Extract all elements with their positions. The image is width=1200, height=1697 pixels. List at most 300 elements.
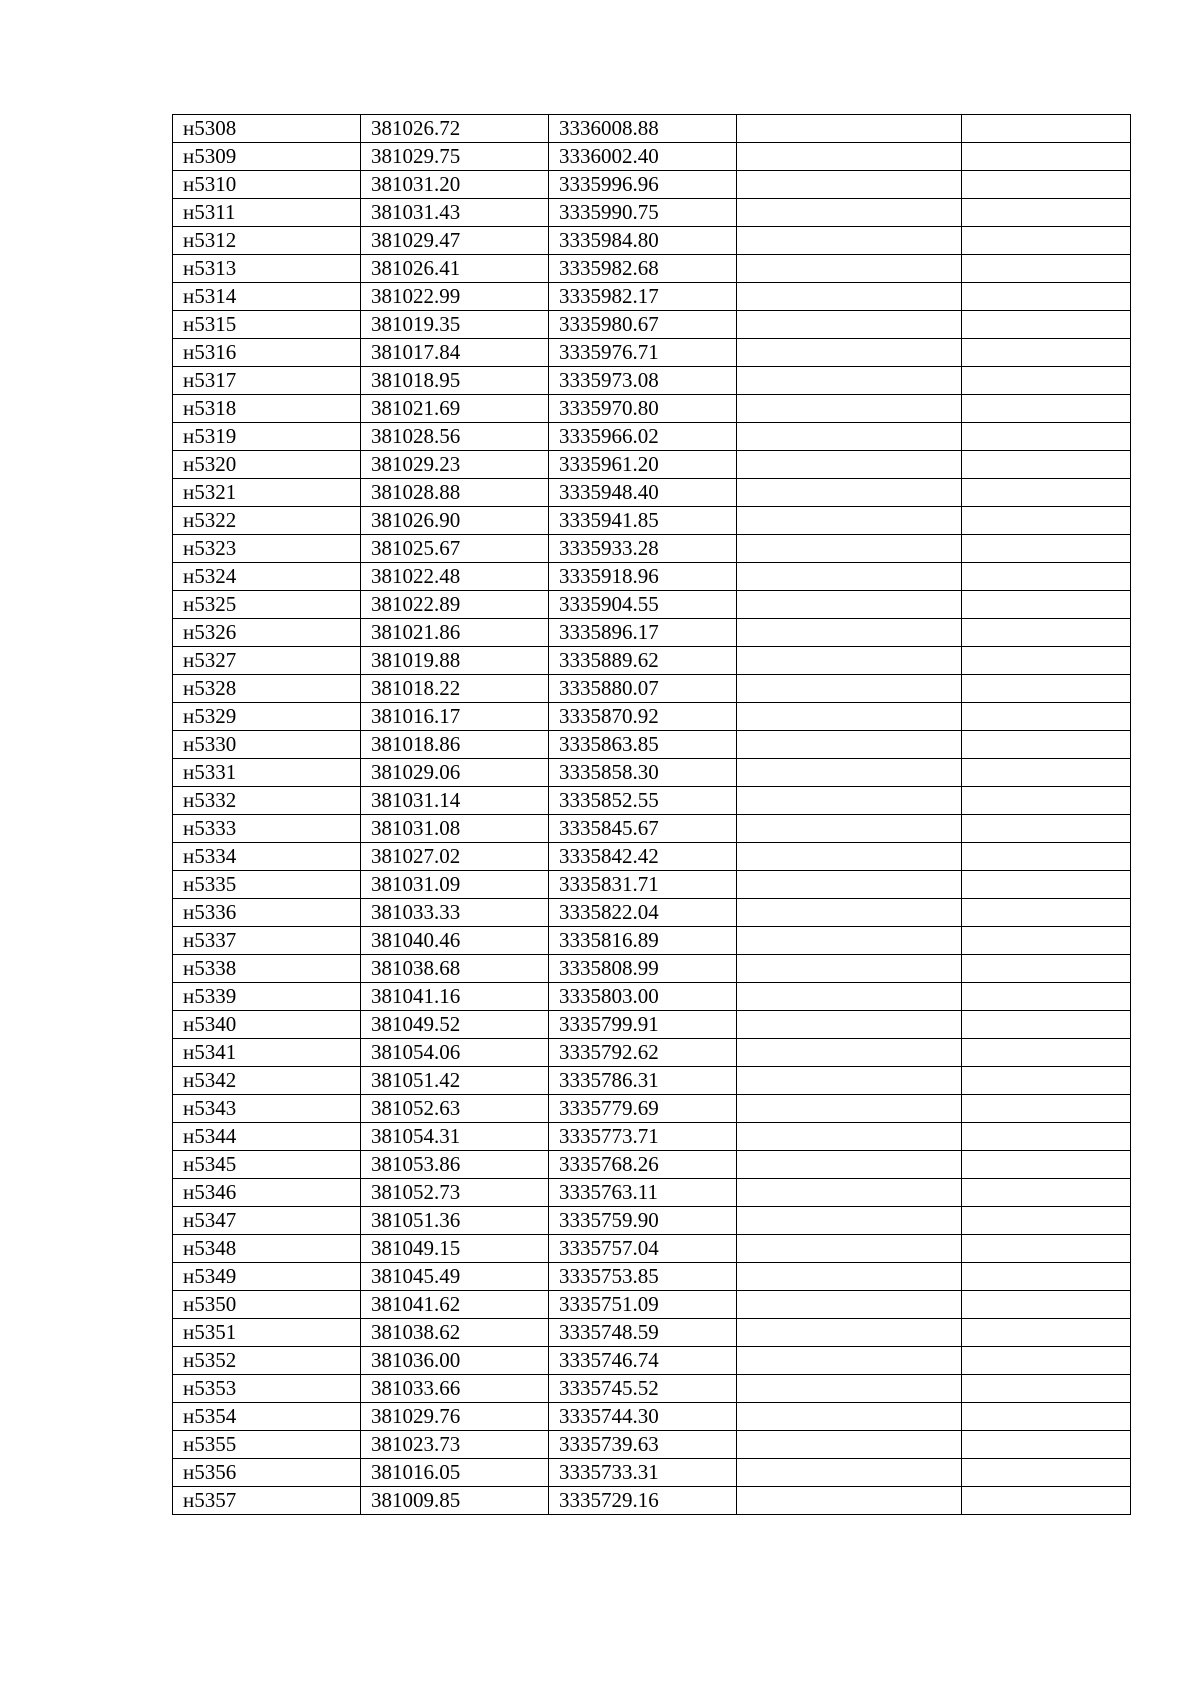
empty-cell-4 — [737, 1403, 962, 1431]
point-id-cell: н5350 — [173, 1291, 361, 1319]
empty-cell-4 — [737, 115, 962, 143]
table-row — [173, 1179, 1131, 1207]
x-coordinate-cell: 381018.86 — [361, 731, 549, 759]
point-id-cell: н5312 — [173, 227, 361, 255]
empty-cell-4 — [737, 647, 962, 675]
empty-cell-5 — [962, 115, 1131, 143]
x-coordinate-cell: 381033.66 — [361, 1375, 549, 1403]
empty-cell-5 — [962, 395, 1131, 423]
empty-cell-4 — [737, 1459, 962, 1487]
empty-cell-4 — [737, 1151, 962, 1179]
x-coordinate-cell: 381041.16 — [361, 983, 549, 1011]
y-coordinate-cell: 3335984.80 — [549, 227, 737, 255]
point-id-cell: н5343 — [173, 1095, 361, 1123]
x-coordinate-cell: 381025.67 — [361, 535, 549, 563]
y-coordinate-cell: 3335816.89 — [549, 927, 737, 955]
point-id-cell: н5337 — [173, 927, 361, 955]
y-coordinate-cell: 3335768.26 — [549, 1151, 737, 1179]
empty-cell-4 — [737, 1431, 962, 1459]
table-row — [173, 955, 1131, 983]
empty-cell-4 — [737, 199, 962, 227]
table-row — [173, 1487, 1131, 1515]
y-coordinate-cell: 3336008.88 — [549, 115, 737, 143]
point-id-cell: н5334 — [173, 843, 361, 871]
x-coordinate-cell: 381049.52 — [361, 1011, 549, 1039]
x-coordinate-cell: 381031.08 — [361, 815, 549, 843]
table-row — [173, 1039, 1131, 1067]
y-coordinate-cell: 3335980.67 — [549, 311, 737, 339]
x-coordinate-cell: 381031.20 — [361, 171, 549, 199]
table-row — [173, 395, 1131, 423]
empty-cell-4 — [737, 1235, 962, 1263]
x-coordinate-cell: 381026.90 — [361, 507, 549, 535]
point-id-cell: н5308 — [173, 115, 361, 143]
y-coordinate-cell: 3335831.71 — [549, 871, 737, 899]
x-coordinate-cell: 381016.17 — [361, 703, 549, 731]
empty-cell-4 — [737, 1319, 962, 1347]
table-row — [173, 899, 1131, 927]
x-coordinate-cell: 381031.14 — [361, 787, 549, 815]
y-coordinate-cell: 3335941.85 — [549, 507, 737, 535]
empty-cell-5 — [962, 619, 1131, 647]
empty-cell-4 — [737, 955, 962, 983]
table-row — [173, 563, 1131, 591]
empty-cell-5 — [962, 955, 1131, 983]
x-coordinate-cell: 381031.09 — [361, 871, 549, 899]
point-id-cell: н5339 — [173, 983, 361, 1011]
table-row — [173, 1403, 1131, 1431]
empty-cell-5 — [962, 1151, 1131, 1179]
point-id-cell: н5330 — [173, 731, 361, 759]
empty-cell-4 — [737, 983, 962, 1011]
x-coordinate-cell: 381038.68 — [361, 955, 549, 983]
point-id-cell: н5349 — [173, 1263, 361, 1291]
empty-cell-5 — [962, 283, 1131, 311]
y-coordinate-cell: 3335786.31 — [549, 1067, 737, 1095]
table-row — [173, 759, 1131, 787]
y-coordinate-cell: 3335863.85 — [549, 731, 737, 759]
empty-cell-5 — [962, 255, 1131, 283]
y-coordinate-cell: 3335748.59 — [549, 1319, 737, 1347]
empty-cell-4 — [737, 675, 962, 703]
table-row — [173, 339, 1131, 367]
table-row — [173, 843, 1131, 871]
x-coordinate-cell: 381051.36 — [361, 1207, 549, 1235]
empty-cell-5 — [962, 199, 1131, 227]
table-row — [173, 479, 1131, 507]
empty-cell-5 — [962, 535, 1131, 563]
y-coordinate-cell: 3335753.85 — [549, 1263, 737, 1291]
y-coordinate-cell: 3335729.16 — [549, 1487, 737, 1515]
empty-cell-5 — [962, 1375, 1131, 1403]
x-coordinate-cell: 381022.89 — [361, 591, 549, 619]
empty-cell-4 — [737, 1179, 962, 1207]
point-id-cell: н5309 — [173, 143, 361, 171]
y-coordinate-cell: 3335933.28 — [549, 535, 737, 563]
y-coordinate-cell: 3335990.75 — [549, 199, 737, 227]
x-coordinate-cell: 381031.43 — [361, 199, 549, 227]
empty-cell-5 — [962, 703, 1131, 731]
y-coordinate-cell: 3335779.69 — [549, 1095, 737, 1123]
y-coordinate-cell: 3335733.31 — [549, 1459, 737, 1487]
x-coordinate-cell: 381054.06 — [361, 1039, 549, 1067]
point-id-cell: н5321 — [173, 479, 361, 507]
y-coordinate-cell: 3335896.17 — [549, 619, 737, 647]
empty-cell-4 — [737, 1011, 962, 1039]
empty-cell-5 — [962, 1039, 1131, 1067]
empty-cell-5 — [962, 871, 1131, 899]
empty-cell-4 — [737, 731, 962, 759]
empty-cell-4 — [737, 1263, 962, 1291]
empty-cell-5 — [962, 171, 1131, 199]
empty-cell-4 — [737, 703, 962, 731]
coordinates-table — [172, 114, 1131, 1515]
empty-cell-5 — [962, 1263, 1131, 1291]
empty-cell-5 — [962, 815, 1131, 843]
empty-cell-5 — [962, 143, 1131, 171]
y-coordinate-cell: 3335973.08 — [549, 367, 737, 395]
table-row — [173, 1291, 1131, 1319]
x-coordinate-cell: 381016.05 — [361, 1459, 549, 1487]
empty-cell-4 — [737, 591, 962, 619]
x-coordinate-cell: 381029.23 — [361, 451, 549, 479]
empty-cell-5 — [962, 479, 1131, 507]
table-row — [173, 1067, 1131, 1095]
y-coordinate-cell: 3335751.09 — [549, 1291, 737, 1319]
empty-cell-5 — [962, 1291, 1131, 1319]
point-id-cell: н5313 — [173, 255, 361, 283]
empty-cell-5 — [962, 1347, 1131, 1375]
table-row — [173, 675, 1131, 703]
x-coordinate-cell: 381026.72 — [361, 115, 549, 143]
y-coordinate-cell: 3335845.67 — [549, 815, 737, 843]
empty-cell-4 — [737, 787, 962, 815]
empty-cell-5 — [962, 1487, 1131, 1515]
empty-cell-5 — [962, 1011, 1131, 1039]
y-coordinate-cell: 3336002.40 — [549, 143, 737, 171]
point-id-cell: н5324 — [173, 563, 361, 591]
point-id-cell: н5354 — [173, 1403, 361, 1431]
point-id-cell: н5314 — [173, 283, 361, 311]
empty-cell-4 — [737, 1347, 962, 1375]
y-coordinate-cell: 3335918.96 — [549, 563, 737, 591]
point-id-cell: н5347 — [173, 1207, 361, 1235]
y-coordinate-cell: 3335976.71 — [549, 339, 737, 367]
y-coordinate-cell: 3335982.68 — [549, 255, 737, 283]
x-coordinate-cell: 381023.73 — [361, 1431, 549, 1459]
empty-cell-5 — [962, 1095, 1131, 1123]
empty-cell-4 — [737, 451, 962, 479]
table-row — [173, 199, 1131, 227]
y-coordinate-cell: 3335982.17 — [549, 283, 737, 311]
table-row — [173, 815, 1131, 843]
empty-cell-5 — [962, 1067, 1131, 1095]
x-coordinate-cell: 381054.31 — [361, 1123, 549, 1151]
empty-cell-5 — [962, 451, 1131, 479]
table-row — [173, 171, 1131, 199]
table-row — [173, 1235, 1131, 1263]
x-coordinate-cell: 381021.86 — [361, 619, 549, 647]
empty-cell-4 — [737, 815, 962, 843]
empty-cell-5 — [962, 563, 1131, 591]
point-id-cell: н5336 — [173, 899, 361, 927]
x-coordinate-cell: 381051.42 — [361, 1067, 549, 1095]
table-row — [173, 1263, 1131, 1291]
empty-cell-4 — [737, 1039, 962, 1067]
y-coordinate-cell: 3335757.04 — [549, 1235, 737, 1263]
point-id-cell: н5319 — [173, 423, 361, 451]
y-coordinate-cell: 3335808.99 — [549, 955, 737, 983]
x-coordinate-cell: 381038.62 — [361, 1319, 549, 1347]
point-id-cell: н5345 — [173, 1151, 361, 1179]
x-coordinate-cell: 381049.15 — [361, 1235, 549, 1263]
y-coordinate-cell: 3335996.96 — [549, 171, 737, 199]
point-id-cell: н5326 — [173, 619, 361, 647]
empty-cell-4 — [737, 899, 962, 927]
table-row — [173, 871, 1131, 899]
point-id-cell: н5357 — [173, 1487, 361, 1515]
y-coordinate-cell: 3335904.55 — [549, 591, 737, 619]
empty-cell-5 — [962, 899, 1131, 927]
x-coordinate-cell: 381052.63 — [361, 1095, 549, 1123]
y-coordinate-cell: 3335746.74 — [549, 1347, 737, 1375]
y-coordinate-cell: 3335880.07 — [549, 675, 737, 703]
point-id-cell: н5318 — [173, 395, 361, 423]
empty-cell-4 — [737, 759, 962, 787]
point-id-cell: н5323 — [173, 535, 361, 563]
empty-cell-4 — [737, 1207, 962, 1235]
y-coordinate-cell: 3335759.90 — [549, 1207, 737, 1235]
table-row — [173, 1459, 1131, 1487]
table-row — [173, 983, 1131, 1011]
table-row — [173, 591, 1131, 619]
empty-cell-4 — [737, 367, 962, 395]
y-coordinate-cell: 3335739.63 — [549, 1431, 737, 1459]
empty-cell-5 — [962, 787, 1131, 815]
x-coordinate-cell: 381033.33 — [361, 899, 549, 927]
empty-cell-4 — [737, 339, 962, 367]
empty-cell-5 — [962, 759, 1131, 787]
x-coordinate-cell: 381018.95 — [361, 367, 549, 395]
point-id-cell: н5317 — [173, 367, 361, 395]
empty-cell-4 — [737, 1375, 962, 1403]
empty-cell-5 — [962, 1431, 1131, 1459]
empty-cell-5 — [962, 675, 1131, 703]
point-id-cell: н5352 — [173, 1347, 361, 1375]
x-coordinate-cell: 381029.76 — [361, 1403, 549, 1431]
y-coordinate-cell: 3335744.30 — [549, 1403, 737, 1431]
empty-cell-5 — [962, 927, 1131, 955]
point-id-cell: н5341 — [173, 1039, 361, 1067]
empty-cell-4 — [737, 227, 962, 255]
point-id-cell: н5344 — [173, 1123, 361, 1151]
x-coordinate-cell: 381041.62 — [361, 1291, 549, 1319]
table-row — [173, 1431, 1131, 1459]
y-coordinate-cell: 3335858.30 — [549, 759, 737, 787]
empty-cell-4 — [737, 283, 962, 311]
empty-cell-4 — [737, 171, 962, 199]
y-coordinate-cell: 3335966.02 — [549, 423, 737, 451]
x-coordinate-cell: 381053.86 — [361, 1151, 549, 1179]
point-id-cell: н5322 — [173, 507, 361, 535]
table-row — [173, 1375, 1131, 1403]
table-row — [173, 451, 1131, 479]
y-coordinate-cell: 3335961.20 — [549, 451, 737, 479]
empty-cell-5 — [962, 423, 1131, 451]
table-row — [173, 1011, 1131, 1039]
table-row — [173, 1347, 1131, 1375]
empty-cell-5 — [962, 1459, 1131, 1487]
empty-cell-5 — [962, 1179, 1131, 1207]
empty-cell-5 — [962, 1207, 1131, 1235]
table-row — [173, 143, 1131, 171]
empty-cell-4 — [737, 1291, 962, 1319]
x-coordinate-cell: 381022.48 — [361, 563, 549, 591]
x-coordinate-cell: 381045.49 — [361, 1263, 549, 1291]
empty-cell-4 — [737, 1067, 962, 1095]
empty-cell-5 — [962, 1319, 1131, 1347]
x-coordinate-cell: 381036.00 — [361, 1347, 549, 1375]
empty-cell-4 — [737, 507, 962, 535]
empty-cell-4 — [737, 255, 962, 283]
empty-cell-5 — [962, 843, 1131, 871]
empty-cell-5 — [962, 983, 1131, 1011]
point-id-cell: н5340 — [173, 1011, 361, 1039]
x-coordinate-cell: 381029.75 — [361, 143, 549, 171]
x-coordinate-cell: 381028.88 — [361, 479, 549, 507]
table-row — [173, 731, 1131, 759]
table-row — [173, 367, 1131, 395]
empty-cell-4 — [737, 563, 962, 591]
point-id-cell: н5351 — [173, 1319, 361, 1347]
table-row — [173, 1207, 1131, 1235]
point-id-cell: н5333 — [173, 815, 361, 843]
table-row — [173, 1123, 1131, 1151]
point-id-cell: н5329 — [173, 703, 361, 731]
point-id-cell: н5311 — [173, 199, 361, 227]
point-id-cell: н5342 — [173, 1067, 361, 1095]
empty-cell-5 — [962, 311, 1131, 339]
table-row — [173, 507, 1131, 535]
x-coordinate-cell: 381029.06 — [361, 759, 549, 787]
empty-cell-5 — [962, 227, 1131, 255]
point-id-cell: н5327 — [173, 647, 361, 675]
x-coordinate-cell: 381040.46 — [361, 927, 549, 955]
table-row — [173, 703, 1131, 731]
empty-cell-5 — [962, 1123, 1131, 1151]
x-coordinate-cell: 381027.02 — [361, 843, 549, 871]
table-row — [173, 787, 1131, 815]
y-coordinate-cell: 3335948.40 — [549, 479, 737, 507]
empty-cell-5 — [962, 731, 1131, 759]
empty-cell-4 — [737, 619, 962, 647]
x-coordinate-cell: 381022.99 — [361, 283, 549, 311]
x-coordinate-cell: 381028.56 — [361, 423, 549, 451]
y-coordinate-cell: 3335763.11 — [549, 1179, 737, 1207]
table-row — [173, 1095, 1131, 1123]
table-row — [173, 227, 1131, 255]
point-id-cell: н5335 — [173, 871, 361, 899]
point-id-cell: н5338 — [173, 955, 361, 983]
x-coordinate-cell: 381019.35 — [361, 311, 549, 339]
empty-cell-4 — [737, 143, 962, 171]
y-coordinate-cell: 3335870.92 — [549, 703, 737, 731]
empty-cell-5 — [962, 367, 1131, 395]
y-coordinate-cell: 3335803.00 — [549, 983, 737, 1011]
table-row — [173, 255, 1131, 283]
empty-cell-4 — [737, 423, 962, 451]
y-coordinate-cell: 3335799.91 — [549, 1011, 737, 1039]
point-id-cell: н5315 — [173, 311, 361, 339]
x-coordinate-cell: 381021.69 — [361, 395, 549, 423]
empty-cell-4 — [737, 843, 962, 871]
empty-cell-4 — [737, 1487, 962, 1515]
table-row — [173, 619, 1131, 647]
y-coordinate-cell: 3335842.42 — [549, 843, 737, 871]
x-coordinate-cell: 381019.88 — [361, 647, 549, 675]
y-coordinate-cell: 3335889.62 — [549, 647, 737, 675]
table-row — [173, 1151, 1131, 1179]
table-row — [173, 647, 1131, 675]
empty-cell-4 — [737, 871, 962, 899]
empty-cell-4 — [737, 311, 962, 339]
y-coordinate-cell: 3335822.04 — [549, 899, 737, 927]
empty-cell-5 — [962, 339, 1131, 367]
x-coordinate-cell: 381026.41 — [361, 255, 549, 283]
point-id-cell: н5346 — [173, 1179, 361, 1207]
y-coordinate-cell: 3335852.55 — [549, 787, 737, 815]
point-id-cell: н5348 — [173, 1235, 361, 1263]
x-coordinate-cell: 381052.73 — [361, 1179, 549, 1207]
y-coordinate-cell: 3335773.71 — [549, 1123, 737, 1151]
table-row — [173, 535, 1131, 563]
empty-cell-5 — [962, 591, 1131, 619]
table-row — [173, 423, 1131, 451]
point-id-cell: н5331 — [173, 759, 361, 787]
table-row — [173, 115, 1131, 143]
point-id-cell: н5356 — [173, 1459, 361, 1487]
point-id-cell: н5325 — [173, 591, 361, 619]
point-id-cell: н5320 — [173, 451, 361, 479]
x-coordinate-cell: 381009.85 — [361, 1487, 549, 1515]
point-id-cell: н5310 — [173, 171, 361, 199]
y-coordinate-cell: 3335745.52 — [549, 1375, 737, 1403]
empty-cell-4 — [737, 479, 962, 507]
empty-cell-5 — [962, 507, 1131, 535]
table-row — [173, 1319, 1131, 1347]
point-id-cell: н5332 — [173, 787, 361, 815]
empty-cell-4 — [737, 927, 962, 955]
point-id-cell: н5355 — [173, 1431, 361, 1459]
coordinates-table-body — [173, 115, 1131, 1515]
empty-cell-5 — [962, 647, 1131, 675]
x-coordinate-cell: 381018.22 — [361, 675, 549, 703]
point-id-cell: н5353 — [173, 1375, 361, 1403]
empty-cell-5 — [962, 1235, 1131, 1263]
empty-cell-4 — [737, 1095, 962, 1123]
table-row — [173, 927, 1131, 955]
x-coordinate-cell: 381017.84 — [361, 339, 549, 367]
y-coordinate-cell: 3335792.62 — [549, 1039, 737, 1067]
table-row — [173, 283, 1131, 311]
empty-cell-4 — [737, 395, 962, 423]
empty-cell-4 — [737, 535, 962, 563]
y-coordinate-cell: 3335970.80 — [549, 395, 737, 423]
empty-cell-4 — [737, 1123, 962, 1151]
empty-cell-5 — [962, 1403, 1131, 1431]
point-id-cell: н5316 — [173, 339, 361, 367]
table-row — [173, 311, 1131, 339]
